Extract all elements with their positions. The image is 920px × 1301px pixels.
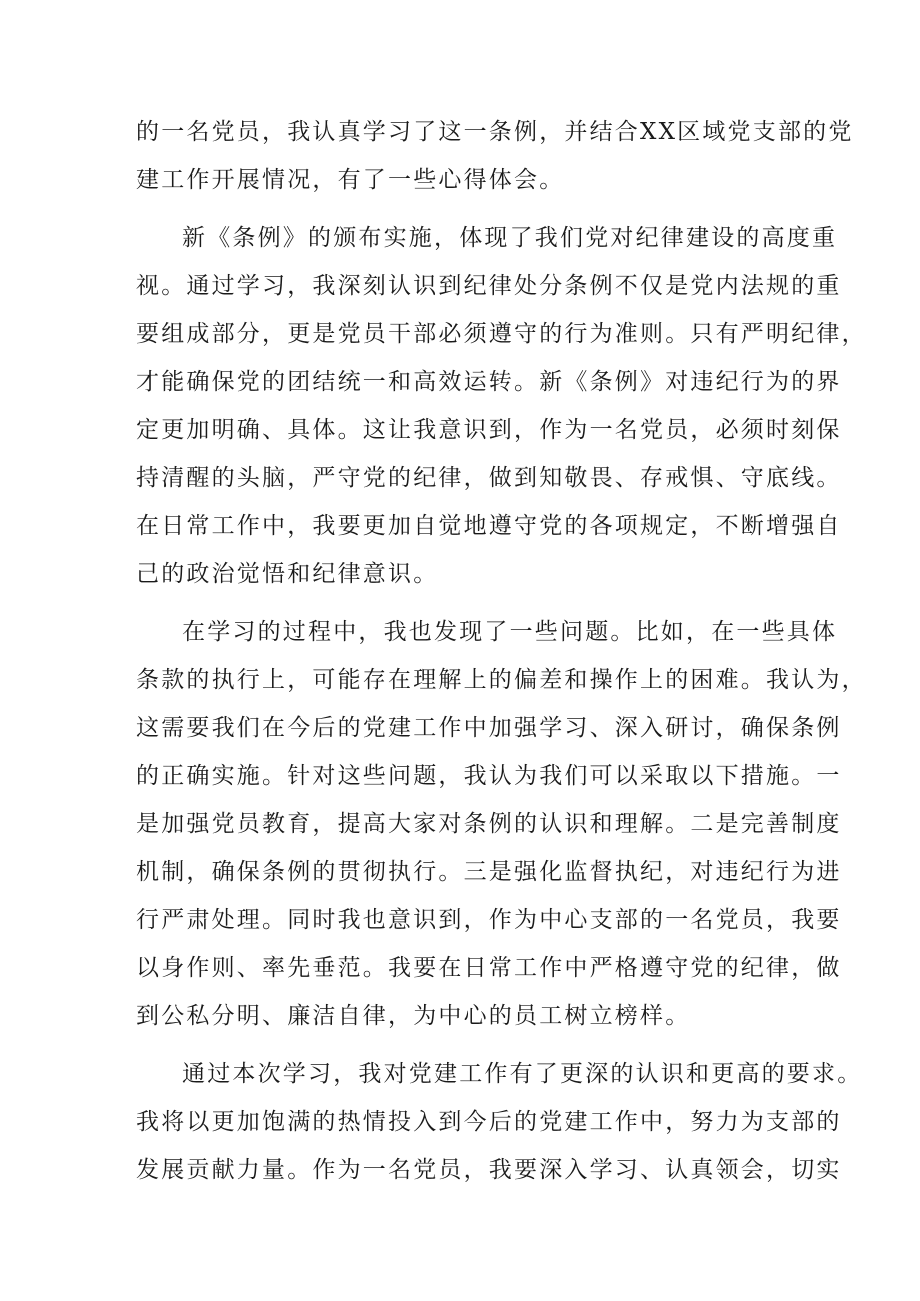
text-line: 才能确保党的团结统一和高效运转。新《条例》对违纪行为的界	[136, 369, 842, 395]
text-line: 以身作则、率先垂范。我要在日常工作中严格遵守党的纪律，做	[136, 955, 842, 981]
text-line: 要组成部分，更是党员干部必须遵守的行为准则。只有严明纪律，	[136, 321, 867, 347]
text-line: 新《条例》的颁布实施，体现了我们党对纪律建设的高度重	[182, 225, 838, 251]
text-line: 发展贡献力量。作为一名党员，我要深入学习、认真领会，切实	[136, 1157, 842, 1183]
paragraph-3	[136, 608, 867, 1040]
text-line: 定更加明确、具体。这让我意识到，作为一名党员，必须时刻保	[136, 417, 842, 443]
text-line: 己的政治觉悟和纪律意识。	[136, 561, 439, 587]
text-line: 到公私分明、廉洁自律，为中心的员工树立榜样。	[136, 1003, 691, 1029]
paragraph-4	[136, 1050, 863, 1194]
text-line: 的一名党员，我认真学习了这一条例，并结合XX区域党支部的党	[136, 119, 854, 145]
body-text	[136, 108, 867, 1194]
paragraph-1	[136, 108, 854, 204]
paragraph-2	[136, 214, 867, 598]
text-line: 持清醒的头脑，严守党的纪律，做到知敬畏、存戒惧、守底线。	[136, 465, 842, 491]
text-line: 机制，确保条例的贯彻执行。三是强化监督执纪，对违纪行为进	[136, 859, 842, 885]
text-line: 我将以更加饱满的热情投入到今后的党建工作中，努力为支部的	[136, 1109, 842, 1135]
text-line: 是加强党员教育，提高大家对条例的认识和理解。二是完善制度	[136, 811, 842, 837]
text-line: 行严肃处理。同时我也意识到，作为中心支部的一名党员，我要	[136, 907, 842, 933]
text-line: 建工作开展情况，有了一些心得体会。	[136, 167, 565, 193]
text-line: 在日常工作中，我要更加自觉地遵守党的各项规定，不断增强自	[136, 513, 842, 539]
text-line: 条款的执行上，可能存在理解上的偏差和操作上的困难。我认为，	[136, 667, 867, 693]
text-line: 在学习的过程中，我也发现了一些问题。比如，在一些具体	[182, 619, 838, 645]
text-line: 视。通过学习，我深刻认识到纪律处分条例不仅是党内法规的重	[136, 273, 842, 299]
text-line: 通过本次学习，我对党建工作有了更深的认识和更高的要求。	[182, 1061, 863, 1087]
text-line: 这需要我们在今后的党建工作中加强学习、深入研讨，确保条例	[136, 715, 842, 741]
text-line: 的正确实施。针对这些问题，我认为我们可以采取以下措施。一	[136, 763, 842, 789]
